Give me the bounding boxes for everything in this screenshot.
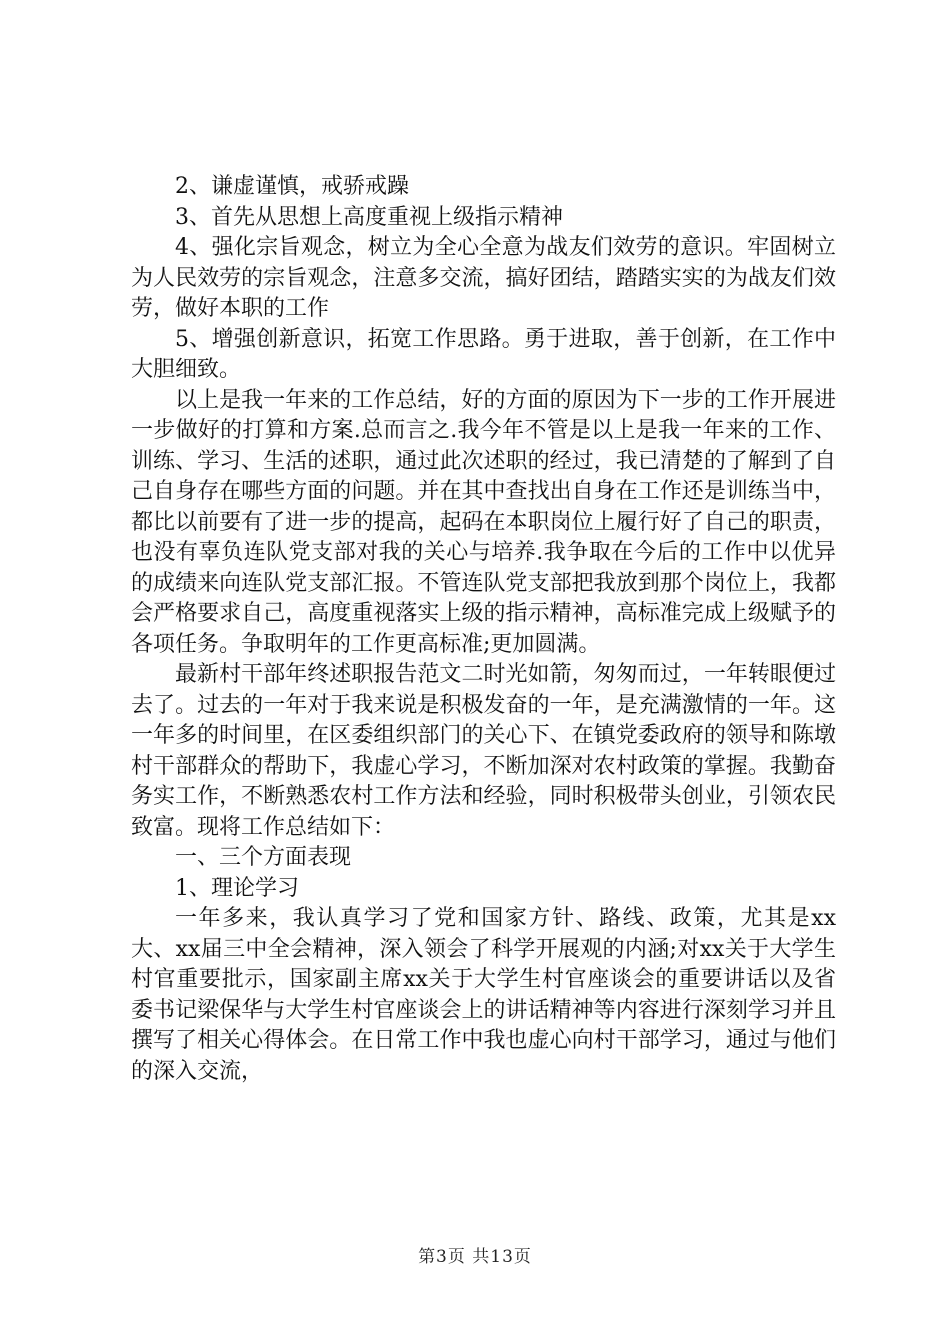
paragraph: 4、强化宗旨观念，树立为全心全意为战友们效劳的意识。牢固树立为人民效劳的宗旨观念，注意多交流，搞好团结，踏踏实实的为战友们效劳，做好本职的工作 <box>131 235 836 321</box>
paragraph: 以上是我一年来的工作总结，好的方面的原因为下一步的工作开展进一步做好的打算和方案.总而言之.我今年不管是以上是我一年来的工作、训练、学习、生活的述职，通过此次述职的经过，我已清楚的了解到了自己自身存在哪些方面的问题。并在其中查找出自身在工作还是训练当中，都比以前要有了进一步的提高，起码在本职岗位上履行好了自己的职责，也没有辜负连队党支部对我的关心与培养.我争取在今后的工作中以优异的成绩来向连队党支部汇报。不管连队党支部把我放到那个岗位上，我都会严格要求自己，高度重视落实上级的指示精神，高标准完成上级赋予的各项任务。争取明年的工作更高标准;更加圆满。 <box>131 387 836 657</box>
paragraph: 一年多来，我认真学习了党和国家方针、路线、政策，尤其是xx大、xx届三中全会精神，深入领会了科学开展观的内涵;对xx关于大学生村官重要批示，国家副主席xx关于大学生村官座谈会的重要讲话以及省委书记梁保华与大学生村官座谈会上的讲话精神等内容进行深刻学习并且撰写了相关心得体会。在日常工作中我也虚心向村干部学习，通过与他们的深入交流， <box>131 906 836 1084</box>
paragraph: 最新村干部年终述职报告范文二时光如箭，匆匆而过，一年转眼便过去了。过去的一年对于我来说是积极发奋的一年，是充满激情的一年。这一年多的时间里，在区委组织部门的关心下、在镇党委政府的领导和陈墩村干部群众的帮助下，我虚心学习，不断加深对农村政策的掌握。我勤奋务实工作，不断熟悉农村工作方法和经验，同时积极带头创业，引领农民致富。现将工作总结如下： <box>131 662 836 840</box>
paragraph: 2、谦虚谨慎，戒骄戒躁 <box>175 174 409 199</box>
document-body <box>131 172 836 1087</box>
paragraph: 3、首先从思想上高度重视上级指示精神 <box>175 204 563 230</box>
paragraph: 1、理论学习 <box>175 875 299 901</box>
page-footer: 第3页 共13页 <box>418 1247 532 1267</box>
paragraph: 5、增强创新意识，拓宽工作思路。勇于进取，善于创新，在工作中大胆细致。 <box>131 326 836 382</box>
paragraph: 一、三个方面表现 <box>175 845 352 870</box>
